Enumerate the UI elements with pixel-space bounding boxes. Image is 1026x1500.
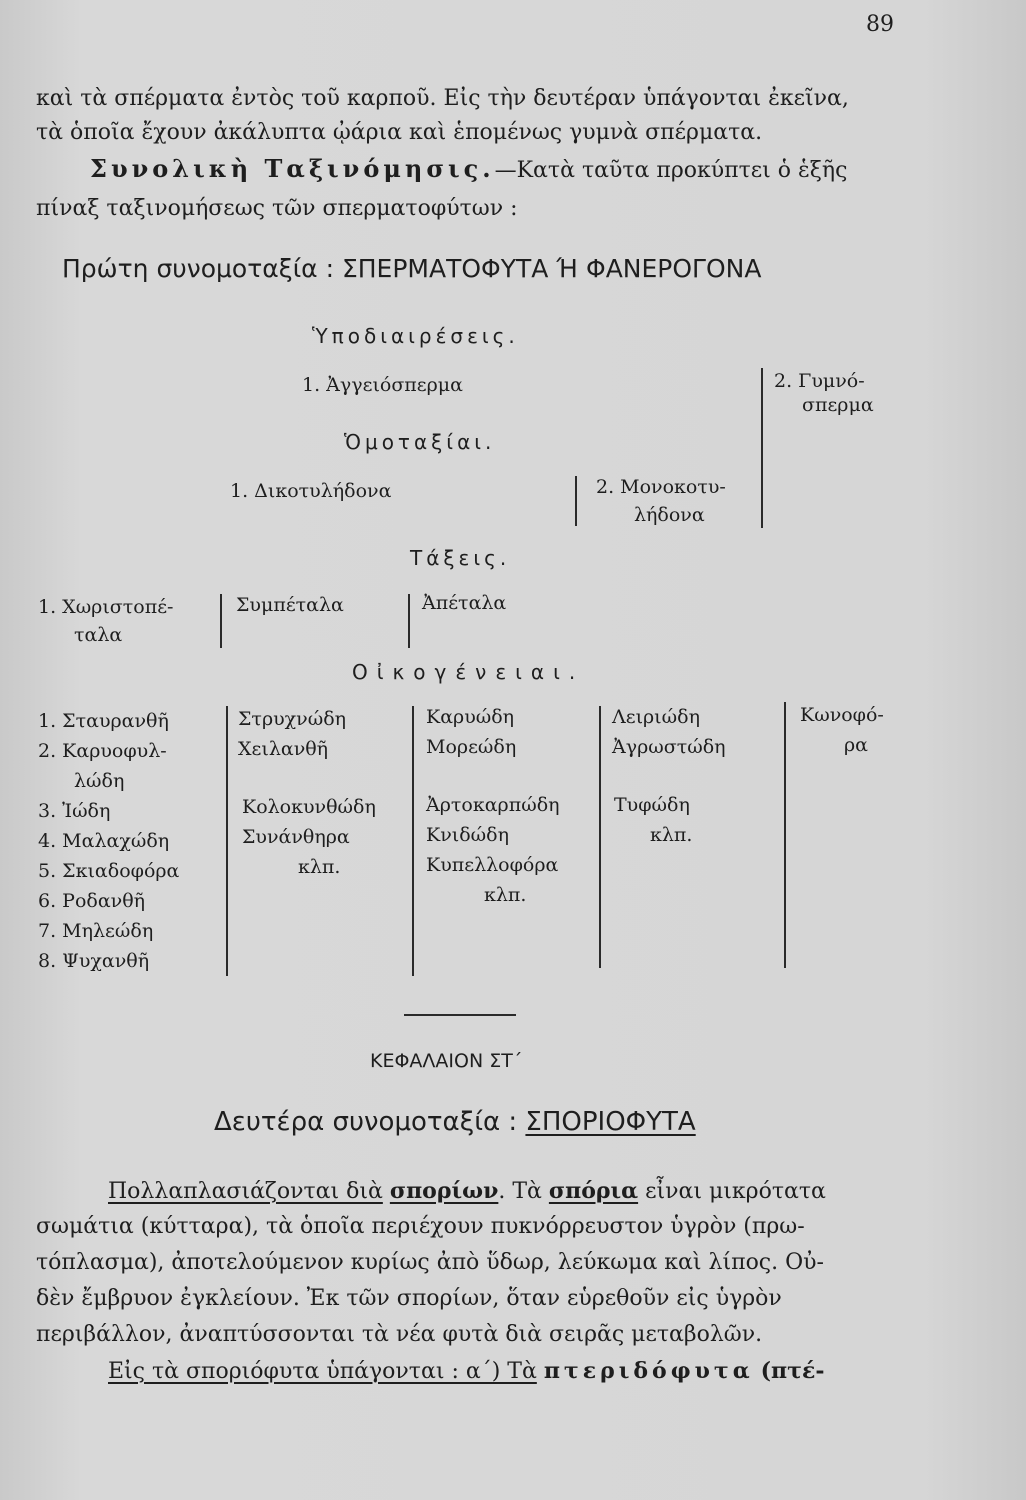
family-item: Χειλανθῆ (238, 738, 329, 760)
family-item: ρα (844, 734, 869, 756)
orders-heading: Τάξεις. (410, 546, 511, 570)
intro-line-3-rest: —Κατὰ ταῦτα προκύπτει ὁ ἑξῆς (494, 158, 848, 183)
family-item: Λειριώδη (612, 706, 700, 728)
family-item: Κυπελλοφόρα (426, 854, 559, 876)
intro-line-2: τὰ ὁποῖα ἔχουν ἀκάλυπτα ᾠάρια καὶ ἑπομένως γυμνὰ σπέρματα. (36, 120, 763, 145)
divider-families-2 (412, 706, 414, 976)
families-column-4a (612, 702, 726, 762)
body-line-2: σωμάτια (κύτταρα), τὰ ὁποῖα περιέχουν πυκνόρρευστον ὑγρὸν (πρω- (36, 1214, 805, 1239)
body-line-1-d: σπόρια (548, 1178, 639, 1204)
family-item: 6. Ροδανθῆ (38, 890, 146, 912)
divider-families-3 (599, 706, 601, 968)
intro-line-1: καὶ τὰ σπέρματα ἐντὸς τοῦ καρποῦ. Εἰς τὴν δευτέραν ὑπάγονται ἐκεῖνα, (36, 86, 849, 111)
families-heading: Οἰκογένειαι. (352, 660, 585, 684)
family-item: Καρυώδη (426, 706, 515, 728)
class-monocotyledons-2: λήδονα (634, 504, 705, 526)
family-item: Ἀρτοκαρπώδη (426, 794, 560, 816)
class-dicotyledons: 1. Δικοτυλήδονα (230, 480, 392, 502)
family-item: Μορεώδη (426, 736, 517, 758)
family-item: 2. Καρυοφυλ- (38, 740, 167, 762)
body-line-6-a: Εἰς τὰ σποριόφυτα ὑπάγονται : α΄) Τὰ (108, 1359, 537, 1384)
divider-classes (575, 476, 577, 526)
family-item: Κολοκυνθώδη (242, 796, 376, 818)
subdivisions-heading: Ὑποδιαιρέσεις. (312, 324, 519, 348)
body-line-1-c: . Τὰ (498, 1179, 542, 1204)
body-line-1-e: εἶναι μικρότατα (645, 1179, 826, 1204)
body-line-3: τόπλασμα), ἀποτελούμενον κυρίως ἀπὸ ὕδωρ, λεύκωμα καὶ λίπος. Οὐ- (36, 1250, 824, 1275)
families-column-3a (426, 702, 516, 762)
family-item: 7. Μηλεώδη (38, 920, 154, 942)
class-monocotyledons-1: 2. Μονοκοτυ- (596, 476, 726, 498)
intro-line-4: πίναξ ταξινομήσεως τῶν σπερματοφύτων : (36, 196, 518, 221)
family-item: Τυφώδη (614, 794, 690, 816)
section-heading: Συνολικὴ Ταξινόμησις. (90, 154, 495, 183)
families-column-3b (426, 790, 560, 910)
divider-families-4 (784, 702, 786, 968)
family-item: Στρυχνώδη (238, 708, 347, 730)
divider-families-1 (226, 706, 228, 976)
divider-orders-1 (220, 594, 222, 648)
chapter-title (214, 1104, 696, 1140)
body-line-6-c: (πτέ- (760, 1358, 825, 1384)
family-item: Κωνοφό- (800, 704, 884, 726)
subdivision-angiosperms: 1. Ἀγγειόσπερμα (302, 374, 463, 396)
intro-line-3 (90, 154, 847, 186)
family-item: 8. Ψυχανθῆ (38, 950, 150, 972)
family-item: κλπ. (484, 884, 527, 906)
order-sympetalae: Συμπέταλα (236, 594, 344, 616)
chapter-title-phylum: ΣΠΟΡΙΟΦΥΤΑ (525, 1107, 696, 1137)
family-item: Συνάνθηρα (242, 826, 350, 848)
order-choripetalae-2: ταλα (74, 624, 123, 646)
families-column-4b (614, 790, 692, 850)
phylum-title: Πρώτη συνομοταξία : ΣΠΕΡΜΑΤΟΦΥΤΑ Ή ΦΑΝΕΡΟΓΟΝΑ (62, 254, 762, 283)
body-line-1-a: Πολλαπλασιάζονται διὰ (108, 1179, 383, 1204)
family-item: κλπ. (298, 856, 341, 878)
subdivision-gymnosperms-2: σπερμα (802, 394, 874, 416)
subdivision-gymnosperms-1: 2. Γυμνό- (774, 370, 865, 392)
families-column-1 (38, 706, 179, 976)
chapter-label: ΚΕΦΑΛΑΙΟΝ ΣΤ΄ (370, 1050, 523, 1072)
body-line-1 (108, 1176, 826, 1207)
classes-heading: Ὁμοταξίαι. (344, 430, 496, 454)
family-item: κλπ. (650, 824, 693, 846)
families-column-2a (238, 704, 346, 764)
family-item: Ἀγρωστώδη (612, 736, 726, 758)
family-item: 5. Σκιαδοφόρα (38, 860, 180, 882)
family-item: 4. Μαλαχώδη (38, 830, 170, 852)
family-item: 1. Σταυρανθῆ (38, 710, 169, 732)
body-line-5: περιβάλλον, ἀναπτύσσονται τὰ νέα φυτὰ διὰ σειρᾶς μεταβολῶν. (36, 1322, 763, 1347)
families-column-5 (800, 700, 884, 760)
section-separator (404, 1014, 516, 1016)
chapter-title-prefix: Δευτέρα συνομοταξία : (214, 1107, 526, 1137)
divider-subdivisions (761, 368, 763, 528)
page-number: 89 (866, 12, 894, 37)
family-item: Κνιδώδη (426, 824, 509, 846)
family-item: 3. Ἰώδη (38, 800, 111, 822)
order-apetalae: Ἀπέταλα (422, 592, 507, 614)
family-item: λώδη (74, 770, 125, 792)
body-line-1-b: σπορίων (389, 1178, 499, 1204)
body-line-6-b: πτεριδόφυτα (543, 1358, 754, 1384)
body-line-4: δὲν ἔμβρυον ἐγκλείουν. Ἐκ τῶν σπορίων, ὅταν εὑρεθοῦν εἰς ὑγρὸν (36, 1286, 782, 1311)
order-choripetalae-1: 1. Χωριστοπέ- (38, 596, 174, 618)
families-column-2b (242, 792, 376, 882)
divider-orders-2 (408, 594, 410, 648)
body-line-6 (108, 1356, 824, 1387)
